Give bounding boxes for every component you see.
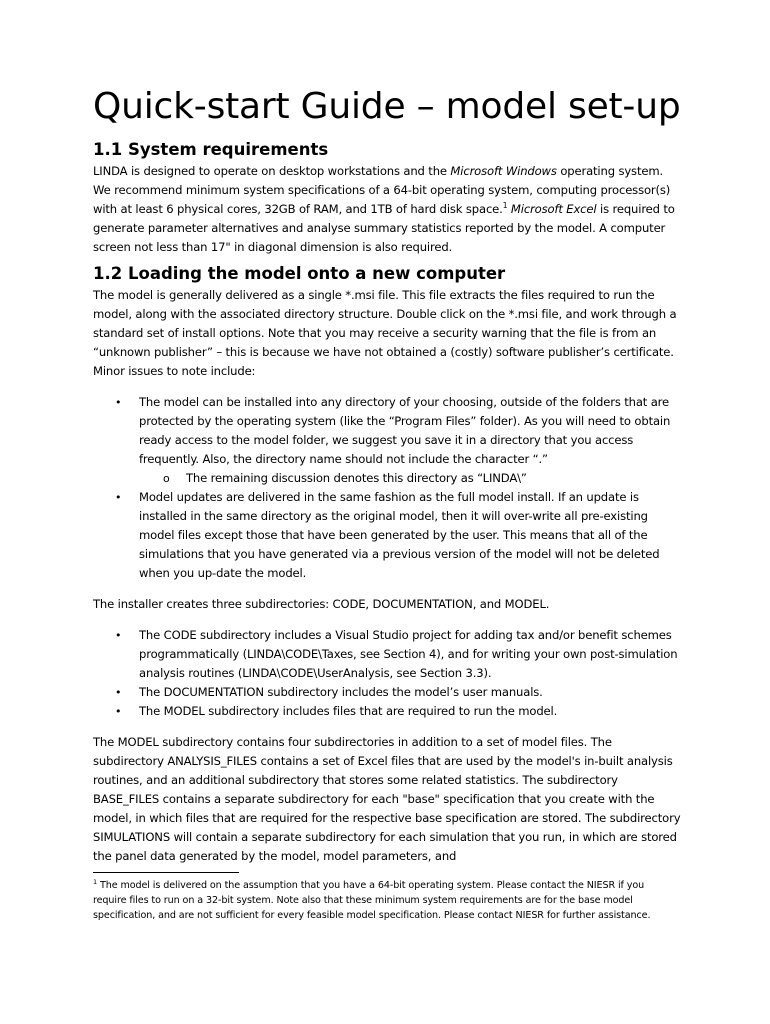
list-item-text: Model updates are delivered in the same fashion as the full model install. If an update is installed in the same directory as the original model, then it will over-write all pre-existing model files except those that have been generated by the user. This means that all of the simulations that you have generated via a previous version of the model will not be deleted when you up-date the model.: [139, 490, 660, 580]
list-item-text: The model can be installed into any directory of your choosing, outside of the folders that are protected by the operating system (like the “Program Files” folder). As you will need to obtain ready access to the model folder, we suggest you save it in a directory that you access frequently. Also, the directory name should not include the character “.”: [139, 395, 671, 466]
loading-intro-paragraph: The model is generally delivered as a single *.msi file. This file extracts the files required to run the model, along with the associated directory structure. Double click on the *.msi file, and work through a standard set of install options. Note that you may receive a security warning that the file is from an “unknown publisher” – this is because we have not obtained a (costly) software publisher’s certificate. Minor issues to note include:: [93, 288, 677, 378]
emphasis-microsoft-excel: Microsoft Excel: [510, 202, 597, 216]
bullet-icon: •: [115, 491, 122, 504]
sub-list-item: [139, 469, 683, 488]
list-item-text: The DOCUMENTATION subdirectory includes the model’s user manuals.: [139, 685, 543, 699]
bullet-icon: •: [115, 629, 122, 642]
list-item: [93, 683, 683, 702]
subdirectory-list: [93, 626, 683, 721]
install-notes-list: [93, 393, 683, 583]
installer-paragraph: The installer creates three subdirectories: CODE, DOCUMENTATION, and MODEL.: [93, 597, 550, 611]
page-title: Quick-start Guide – model set-up: [93, 86, 681, 127]
emphasis-microsoft-windows: Microsoft Windows: [450, 164, 557, 178]
list-item-text: The CODE subdirectory includes a Visual Studio project for adding tax and/or benefit schemes programmatically (LINDA\CODE\Taxes, see Section 4), and for writing your own post-simulation analysis routines (LINDA\CODE\UserAnalysis, see Section 3.3).: [139, 628, 678, 680]
list-item-text: The MODEL subdirectory includes files that are required to run the model.: [139, 704, 558, 718]
system-requirements-paragraph: [93, 162, 683, 257]
section-heading-loading-model: 1.2 Loading the model onto a new computer: [93, 264, 506, 283]
list-item: [93, 488, 683, 583]
footnote-reference[interactable]: 1: [502, 201, 508, 211]
bullet-icon: •: [115, 705, 122, 718]
list-item: [93, 393, 683, 488]
bullet-icon: •: [115, 396, 122, 409]
text-run: is required to generate parameter alternatives and analyse summary statistics reported by the model. A computer screen not less than 17" in diagonal dimension is also required.: [93, 202, 675, 254]
document-page: [93, 85, 683, 866]
text-run: operating system. We recommend minimum system specifications of a 64-bit operating system, computing processor(s) with at least 6 physical cores, 32GB of RAM, and 1TB of hard disk space.: [93, 164, 671, 216]
list-item: [93, 702, 683, 721]
circle-bullet-icon: o: [163, 472, 170, 485]
bullet-icon: •: [115, 686, 122, 699]
list-item: [93, 626, 683, 683]
model-subdirectory-paragraph: The MODEL subdirectory contains four subdirectories in addition to a set of model files. The subdirectory ANALYSIS_FILES contains a set of Excel files that are used by the model's in-built analysis routines, and an additional subdirectory that stores some related statistics. The subdirectory BASE_FILES contains a separate subdirectory for each "base" specification that you create with the model, in which files that are required for the respective base specification are stored. The subdirectory SIMULATIONS will contain a separate subdirectory for each simulation that you run, in which are stored the panel data generated by the model, model parameters, and: [93, 735, 681, 863]
footnote-text: The model is delivered on the assumption that you have a 64-bit operating system. Please contact the NIESR if you require files to run on a 32-bit system. Note also that these minimum system requirements are for the base model specification, and are not sufficient for every feasible model specification. Please contact NIESR for further assistance.: [93, 880, 651, 921]
footnote-separator: [93, 872, 239, 873]
section-heading-system-requirements: 1.1 System requirements: [93, 140, 329, 159]
sub-list-item-text: The remaining discussion denotes this directory as “LINDA\”: [186, 471, 527, 485]
text-run: LINDA is designed to operate on desktop workstations and the: [93, 164, 451, 178]
footnote-mark: 1: [93, 877, 98, 886]
footnote: [93, 878, 671, 923]
sub-list: [139, 469, 683, 488]
